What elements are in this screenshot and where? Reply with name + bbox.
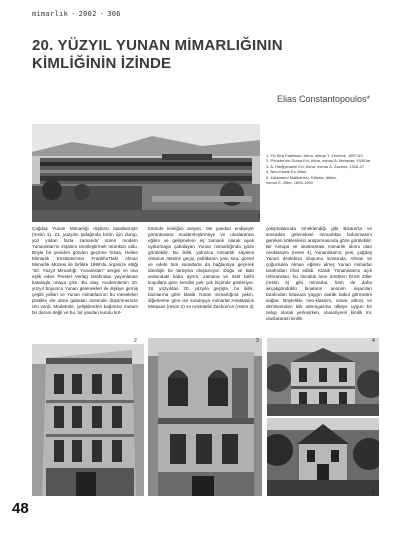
- kalamarai-mansion-photo: [267, 418, 379, 496]
- figure-captions: [266, 153, 376, 185]
- column-1-text: Çağdaş Yunan Mimarlığı rüştünü ispatlamıştır (resim 1). 21. yüzyılın şafağında bizim için durup, yüz yıldan fazla zamandır süren modern Yunanistan'ın inşasını teorileştirmek mümkün oldu. Böyle bir yeniden gözden geçirme fırsatı, Hellen Mimarlık Enstitüsü'nün Frankfurt'taki Alman Mimarlık Müzesi ile birlikte 1999'da organize ettiği "20. Yüzyıl Mimarlığı: Yunanistan" sergisi ve ona eşlik eden Prestel Verlag tarafından yayımlanan katalogla ortaya çıktı. Bu olay, modernitenin 20. yüzyıl boyunca Yunan gelenekleri ile ilişkiye girmiş çeşitli yolları ve Yunan mimarlarının bu meseleleri pratikte ele alma gabaları üzerinde düşünmemize izin verdi. Modernite, çelişkilerden bağımsız mutum bir durum değil ve bu, bir yandan kurulu kül-: [32, 226, 138, 315]
- caption-2: 2. Phoebe'nin Dorsa Evi, Atina, mimar A. Metaxas, 1930'lar: [266, 158, 371, 164]
- article-title: [32, 37, 362, 73]
- figure-4-number: 4: [372, 338, 375, 344]
- caption-4: 4. Neo-Klasik Ev, Atina: [266, 169, 307, 175]
- page-number: 48: [12, 500, 29, 517]
- caption-5: 5. Kalamaraı Malikanesi, Kifissia, Attika,: [266, 174, 337, 180]
- title-line-2: KİMLİĞİNİN İZİNDE: [32, 55, 172, 72]
- running-head: mimarlık · 2002 · 306: [32, 10, 121, 18]
- caption-3: 3. A. Hadjiyerachi Evi, Atina, mimar A. Zachos, 1926-27: [266, 163, 365, 169]
- factory-photo: [32, 124, 260, 222]
- title-line-1: 20. YÜZYIL YUNAN MİMARLIĞININ: [32, 37, 283, 54]
- author-name: Elias Constantopoulos*: [276, 94, 370, 104]
- dorsa-house-photo: [32, 344, 144, 496]
- neoclassical-house-photo: [267, 338, 379, 416]
- issue-year: 2002: [78, 10, 97, 18]
- column-2-text: türünde kimliğini arayan, öte yandan endişeyle görüntüsünü modernleştirmeye ve uluslararası eğilim ve gelişmelere eş zamanlı olarak ayak uydurmaya çabalayan Yunan mimarlığında göze görülebilir. Bu ikilik, yalnızca mimarlık söylemi olmanın ötesine geçip, politikanın yanı sıra, görsel ve edebi tüm sanatlarla da bağlantıya geçerek ideolojik bir tartışma oluşturuyor. Doğu ve Batı arasındaki kaba ayrım, zamana ve özel tarihi koşullara göre kendini pek çok biçimde gösteriyor. 19. yüzyıldan 20. yüzyıla geçişte, bu ikilik, bazılarına göre klasik Yunan mimarlığına yakın, diğerlerine göre ise sıradışıya mimarlar Anastasios Metaxas (resim 2) ve Aristotelis Zachos'un (resim 3): [148, 226, 254, 309]
- figure-1-number: 1: [258, 214, 261, 220]
- body-column-2: [148, 226, 254, 310]
- column-3-text: çalışmalarında örneklendiği gibi Bizans'ta ve sonradan geleneksel mimarlıkta bulunmasını gereken köklenlerin araştırmasında göze görülebilir. Bir Avrupa ve uluslararası mimarlık akımı olan neoklasizm (resim 4), Yunanistan'a; yeni, çağdaş Yunan devletinin oluşumu sırasında. Alman ve çoğunlukla Alman eğitimi almış Yunan mimarlar tarafından ithal edildi. Klasik Yunanistan'a açık referansları, bu öncülük hem ürettiren Ernst Ziller (resim 5) gibi mimarlar, hem de daha akçakgöndüklü binaların anonim inşacıları tarafından kılavuza yaygın olarak kabul görmesini sağlar. Böylelikle neo-klasizm, orava altmış ve derinlerinden klik almmgasına ülkeye uygun bir üslup olarak yerleşirken, ulusal/yerel kimlik mi, uluslararası kimlik: [266, 226, 372, 321]
- body-column-3: [266, 226, 372, 322]
- figure-3-number: 3: [256, 338, 259, 344]
- caption-5-cont: mimar E. Ziller, 1893-1900: [266, 180, 313, 186]
- journal-name: mimarlık: [32, 10, 69, 18]
- figure-5-number: 5: [372, 490, 375, 496]
- hadjiyerachi-house-photo: [148, 338, 262, 496]
- issue-number: 306: [107, 10, 121, 18]
- caption-1: 1. Fix Bira Fabrikası, Atina, mimar T. Zenetos, 1957-63: [266, 153, 363, 158]
- figure-2-number: 2: [134, 338, 137, 344]
- body-column-1: [32, 226, 138, 316]
